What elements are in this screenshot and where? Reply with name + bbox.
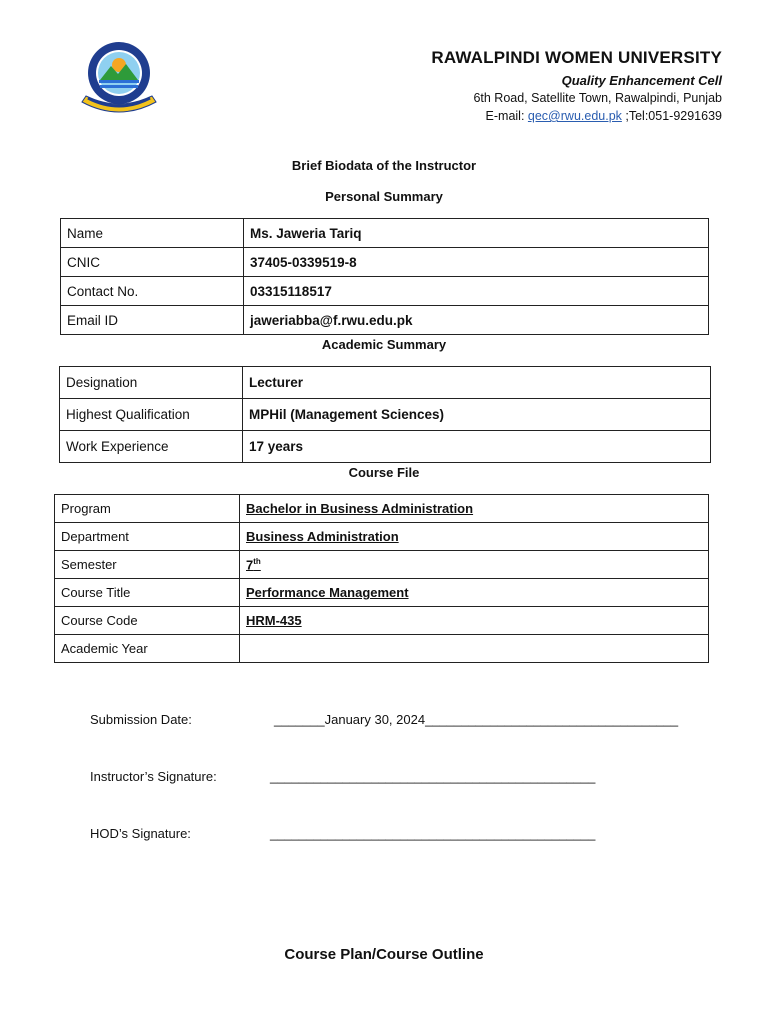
course-code-value: HRM-435: [240, 607, 709, 635]
table-row: [61, 248, 709, 277]
table-row: [60, 431, 711, 463]
personal-summary-title: Personal Summary: [325, 189, 443, 204]
academic-year-label: Academic Year: [55, 635, 240, 663]
instructor-signature-line: _____________________________________________: [270, 769, 596, 784]
contact-line: [486, 109, 722, 123]
contact-value: 03315118517: [244, 277, 709, 306]
experience-value: 17 years: [243, 431, 711, 463]
table-row: [61, 306, 709, 335]
table-row: [55, 635, 709, 663]
cell-name: Quality Enhancement Cell: [561, 73, 722, 88]
cnic-label: CNIC: [61, 248, 244, 277]
submission-date-label: Submission Date:: [90, 712, 192, 727]
program-value: Bachelor in Business Administration: [240, 495, 709, 523]
academic-summary-table: [59, 366, 711, 463]
table-row: [55, 495, 709, 523]
semester-label: Semester: [55, 551, 240, 579]
hod-signature-label: HOD’s Signature:: [90, 826, 191, 841]
table-row: [55, 523, 709, 551]
semester-suffix: th: [253, 556, 261, 566]
table-row: [61, 219, 709, 248]
table-row: [61, 277, 709, 306]
course-title-value: Performance Management: [240, 579, 709, 607]
brief-biodata-title: Brief Biodata of the Instructor: [291, 158, 477, 173]
email-value: jaweriabba@f.rwu.edu.pk: [244, 306, 709, 335]
department-label: Department: [55, 523, 240, 551]
course-code-label: Course Code: [55, 607, 240, 635]
contact-label: Contact No.: [61, 277, 244, 306]
instructor-signature-label: Instructor’s Signature:: [90, 769, 217, 784]
table-row: [55, 607, 709, 635]
course-file-title: Course File: [348, 465, 420, 480]
email-label: Email ID: [61, 306, 244, 335]
designation-value: Lecturer: [243, 367, 711, 399]
course-file-table: [54, 494, 709, 663]
experience-label: Work Experience: [60, 431, 243, 463]
qualification-value: MPHil (Management Sciences): [243, 399, 711, 431]
personal-summary-table: [60, 218, 709, 335]
designation-label: Designation: [60, 367, 243, 399]
email-prefix: E-mail:: [485, 109, 528, 123]
department-value: Business Administration: [240, 523, 709, 551]
semester-value: [240, 551, 709, 579]
program-label: Program: [55, 495, 240, 523]
university-address: 6th Road, Satellite Town, Rawalpindi, Punjab: [473, 91, 722, 105]
table-row: [55, 551, 709, 579]
hod-signature-line: _____________________________________________: [270, 826, 596, 841]
university-name: RAWALPINDI WOMEN UNIVERSITY: [431, 48, 722, 67]
email-link[interactable]: qec@rwu.edu.pk: [527, 109, 622, 123]
submission-date-value: _______January 30, 2024___________________________________: [274, 712, 679, 727]
table-row: [60, 399, 711, 431]
name-value: Ms. Jaweria Tariq: [244, 219, 709, 248]
tel-text: ;Tel:051-9291639: [621, 109, 722, 123]
course-title-label: Course Title: [55, 579, 240, 607]
university-logo: [78, 40, 160, 118]
semester-number: 7: [246, 557, 254, 573]
academic-year-value: [240, 635, 709, 663]
name-label: Name: [61, 219, 244, 248]
course-plan-title: Course Plan/Course Outline: [284, 946, 484, 963]
academic-summary-title: Academic Summary: [321, 337, 447, 352]
table-row: [60, 367, 711, 399]
qualification-label: Highest Qualification: [60, 399, 243, 431]
cnic-value: 37405-0339519-8: [244, 248, 709, 277]
table-row: [55, 579, 709, 607]
